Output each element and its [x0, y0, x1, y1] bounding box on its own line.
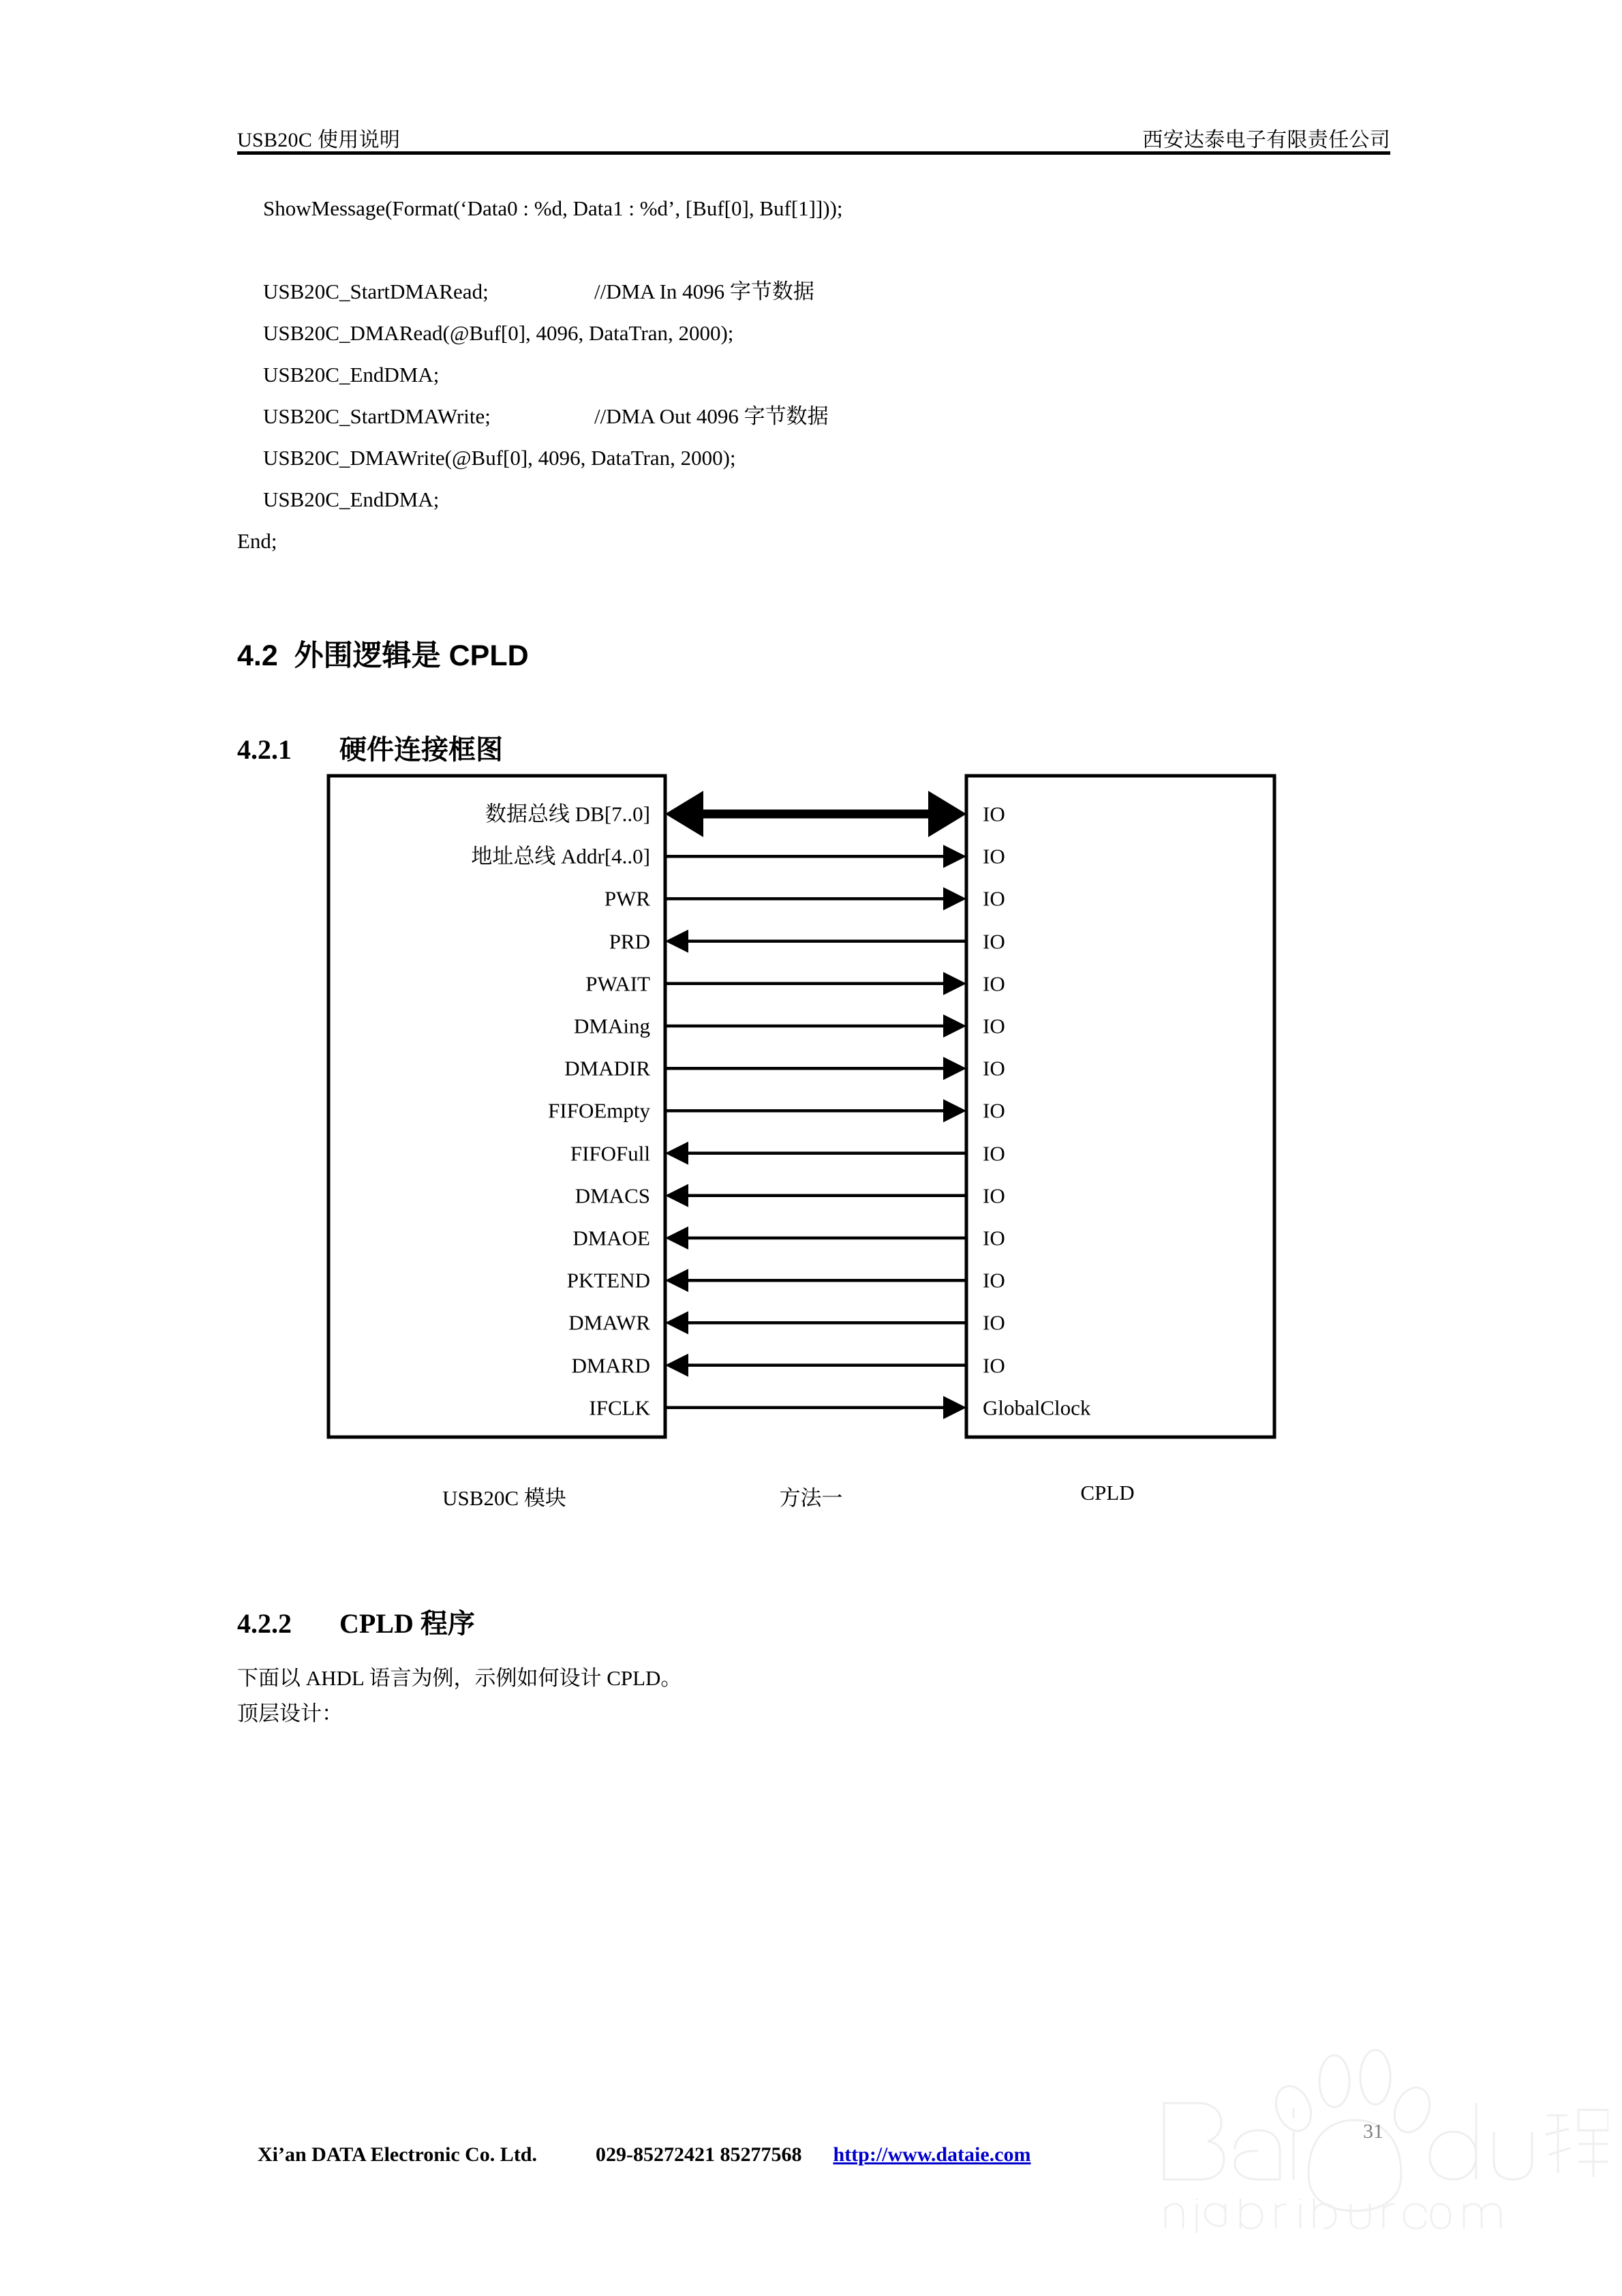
signal-label-right: IO	[983, 802, 1005, 826]
signal-row-9	[665, 1142, 966, 1165]
page-header	[237, 109, 1390, 151]
signal-label-right: IO	[983, 1183, 1005, 1208]
code-statement: USB20C_EndDMA;	[263, 363, 440, 387]
signal-label-left: 数据总线 DB[7..0]	[485, 802, 650, 826]
signal-row-12	[665, 1269, 966, 1292]
diagram-caption-middle-caption: 方法一	[779, 1486, 843, 1510]
header-divider-rule	[237, 151, 1390, 155]
arrowhead-right	[943, 972, 966, 995]
arrowhead-right	[943, 1014, 966, 1038]
header-left-title: USB20C 使用说明	[237, 129, 401, 151]
arrowhead-left	[665, 1354, 688, 1377]
arrowhead-left	[665, 791, 703, 837]
signal-label-left: PRD	[609, 929, 650, 954]
signal-row-4	[665, 930, 966, 953]
arrowhead-left	[665, 1184, 688, 1207]
signal-label-left: PKTEND	[566, 1268, 650, 1293]
signal-label-right: IO	[983, 929, 1005, 954]
signal-label-right: IO	[983, 1141, 1005, 1166]
paw-toe-1	[1319, 2055, 1349, 2107]
signal-label-right: IO	[983, 1014, 1005, 1038]
code-line	[237, 479, 1396, 520]
signal-label-left: DMACS	[575, 1183, 650, 1208]
signal-label-right: IO	[983, 1353, 1005, 1378]
code-line	[237, 395, 1396, 437]
arrowhead-right	[943, 887, 966, 910]
page-footer	[237, 2120, 1396, 2190]
code-comment: //DMA Out 4096 字节数据	[594, 404, 829, 428]
letter-d	[1430, 2103, 1476, 2179]
signal-label-left: FIFOFull	[570, 1141, 650, 1166]
signal-label-right: IO	[983, 1056, 1005, 1081]
signal-row-8	[665, 1099, 966, 1122]
signal-label-left: DMARD	[571, 1353, 650, 1378]
signal-label-left: PWAIT	[585, 971, 650, 996]
signal-label-left: 地址总线 Addr[4..0]	[471, 844, 650, 868]
code-statement: USB20C_StartDMAWrite;	[263, 404, 491, 428]
code-line	[237, 437, 1396, 479]
arrowhead-left	[665, 930, 688, 953]
signal-label-right: IO	[983, 1098, 1005, 1123]
signal-row-1	[665, 791, 966, 837]
arrowhead-left	[665, 1269, 688, 1292]
code-statement: USB20C_EndDMA;	[263, 487, 440, 511]
heading-section-4-2-2: 4.2.2 CPLD 程序	[237, 1608, 475, 1639]
footer-website-link[interactable]: http://www.dataie.com	[833, 2143, 1031, 2166]
page-number: 31	[1363, 2120, 1383, 2143]
heading-section-4-2: 4.2 外围逻辑是 CPLD	[237, 639, 529, 672]
signal-label-left: DMAOE	[572, 1226, 650, 1250]
code-line	[237, 312, 1396, 354]
signal-row-15	[665, 1396, 966, 1419]
arrowhead-left	[665, 1311, 688, 1334]
footer-company: Xi’an DATA Electronic Co. Ltd.	[258, 2143, 537, 2166]
paragraph-ahdl-intro: 下面以 AHDL 语言为例，示例如何设计 CPLD。	[237, 1666, 682, 1690]
letter-u	[1494, 2132, 1532, 2179]
code-statement: USB20C_DMAWrite(@Buf[0], 4096, DataTran, 2000);	[263, 446, 736, 470]
signal-row-2	[665, 845, 966, 868]
signal-label-left: IFCLK	[589, 1395, 650, 1420]
signal-label-right: IO	[983, 1226, 1005, 1250]
code-line	[237, 354, 1396, 395]
char-jing	[1546, 2110, 1608, 2177]
signal-label-left: FIFOEmpty	[548, 1098, 650, 1123]
code-line	[237, 271, 1396, 312]
heading-section-4-2-1: 4.2.1 硬件连接框图	[237, 734, 503, 765]
watermark-site-text	[1165, 2199, 1501, 2233]
signal-label-right: IO	[983, 971, 1005, 996]
signal-label-right: IO	[983, 1268, 1005, 1293]
code-blank-line	[237, 229, 1396, 271]
diagram-caption-left-box-title: USB20C 模块	[442, 1486, 566, 1510]
signal-row-6	[665, 1014, 966, 1038]
code-line	[237, 520, 1396, 562]
signal-row-14	[665, 1354, 966, 1377]
signal-label-left: PWR	[604, 886, 650, 911]
code-statement: USB20C_StartDMARead;	[263, 280, 489, 303]
signal-row-13	[665, 1311, 966, 1334]
header-right-company: 西安达泰电子有限责任公司	[1142, 129, 1390, 151]
signal-row-3	[665, 887, 966, 910]
diagram-signal-arrows	[665, 791, 966, 1419]
arrowhead-left	[665, 1226, 688, 1250]
arrowhead-right	[943, 845, 966, 868]
signal-label-right: IO	[983, 886, 1005, 911]
arrowhead-right	[943, 1057, 966, 1080]
paw-toe-2	[1360, 2050, 1390, 2104]
signal-label-left: DMADIR	[564, 1056, 650, 1081]
code-block	[237, 187, 1396, 562]
arrowhead-right	[943, 1099, 966, 1122]
arrowhead-right	[943, 1396, 966, 1419]
signal-row-11	[665, 1226, 966, 1250]
code-statement: USB20C_DMARead(@Buf[0], 4096, DataTran, 2000);	[263, 321, 734, 345]
code-line	[237, 187, 1396, 229]
signal-row-7	[665, 1057, 966, 1080]
signal-label-right: IO	[983, 844, 1005, 868]
arrowhead-right	[928, 791, 966, 837]
arrowhead-left	[665, 1142, 688, 1165]
cpld-box	[966, 776, 1274, 1437]
signal-row-5	[665, 972, 966, 995]
signal-label-right: GlobalClock	[983, 1395, 1091, 1420]
signal-label-left: DMAing	[574, 1014, 650, 1038]
footer-phone: 029-85272421 85277568	[596, 2143, 802, 2166]
signal-row-10	[665, 1184, 966, 1207]
signal-label-right: IO	[983, 1310, 1005, 1335]
code-statement: End;	[237, 529, 277, 553]
code-statement: ShowMessage(Format(‘Data0 : %d, Data1 : %d’, [Buf[0], Buf[1]]));	[263, 196, 843, 220]
paragraph-top-level-design: 顶层设计：	[237, 1702, 343, 1725]
code-comment: //DMA In 4096 字节数据	[594, 280, 814, 303]
signal-label-left: DMAWR	[568, 1310, 650, 1335]
diagram-caption-right-box-title: CPLD	[1080, 1481, 1135, 1505]
